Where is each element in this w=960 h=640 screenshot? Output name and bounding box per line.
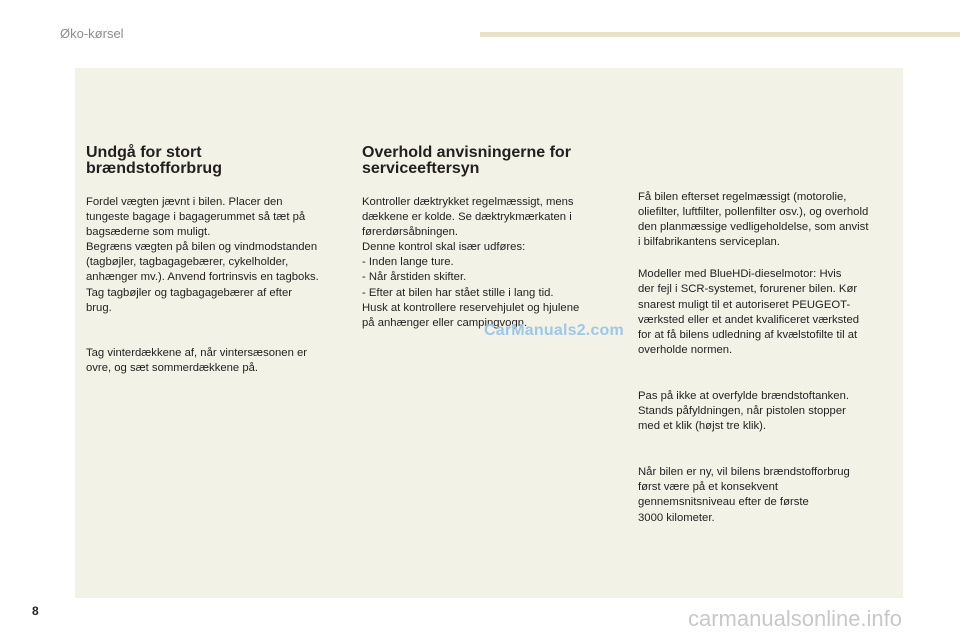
heading-service: Overhold anvisningerne for serviceeftersyn xyxy=(362,144,571,177)
paragraph-bluehdi: Modeller med BlueHDi-dieselmotor: Hvis der fejl i SCR-systemet, forurener bilen. Kør snarest muligt til et autoriseret PEUGEOT- værksted eller et andet kvalificeret værksted for at få bilens udledning af kvælstofilte til at overholde normen. xyxy=(638,268,860,356)
header-bar xyxy=(480,32,960,37)
heading-fuel-consumption: Undgå for stort brændstofforbrug xyxy=(86,144,222,177)
watermark-logo: CarManuals2.com xyxy=(484,322,624,339)
footer-watermark: carmanualsonline.info xyxy=(688,606,903,631)
column-maintenance xyxy=(638,190,906,526)
paragraph-weight: Fordel vægten jævnt i bilen. Placer den tungeste bagage i bagagerummet så tæt på bagsæderne som muligt. Begræns vægten på bilen og vindmodstanden (tagbøjler, tagbagagebærer, cykelholder, anhænger mv.). Anvend fortrinsvis en tagboks. Tag tagbøjler og tagbagagebærer af efter brug. xyxy=(86,196,319,314)
paragraph-tyre-pressure: Kontroller dæktrykket regelmæssigt, mens dækkene er kolde. Se dæktrykmærkaten i førerdørsåbningen. Denne kontrol skal især udføres: - Inden lange ture. - Når årstiden skifter. - Efter at bilen har stået stille i lang tid. Husk at kontrollere reservehjulet og hjulene på anhænger eller campingvogn. xyxy=(362,196,580,329)
paragraph-new-car: Når bilen er ny, vil bilens brændstofforbrug først være på et konsekvent gennemsnitsniveau efter de første 3000 kilometer. xyxy=(638,466,850,524)
page-number: 8 xyxy=(32,604,39,618)
paragraph-winter-tyres: Tag vinterdækkene af, når vintersæsonen er ovre, og sæt sommerdækkene på. xyxy=(86,346,308,374)
column-fuel-consumption xyxy=(86,145,348,376)
section-title: Øko-kørsel xyxy=(60,26,124,41)
paragraph-maintenance: Få bilen efterset regelmæssigt (motorolie, oliefilter, luftfilter, pollenfilter osv.), og overhold den planmæssige vedligeholdelse, som anvist i bilfabrikantens serviceplan. xyxy=(638,191,869,249)
column-service xyxy=(362,145,624,331)
paragraph-fuel-tank: Pas på ikke at overfylde brændstoftanken. Stands påfyldningen, når pistolen stopper med et klik (højst tre klik). xyxy=(638,389,849,433)
